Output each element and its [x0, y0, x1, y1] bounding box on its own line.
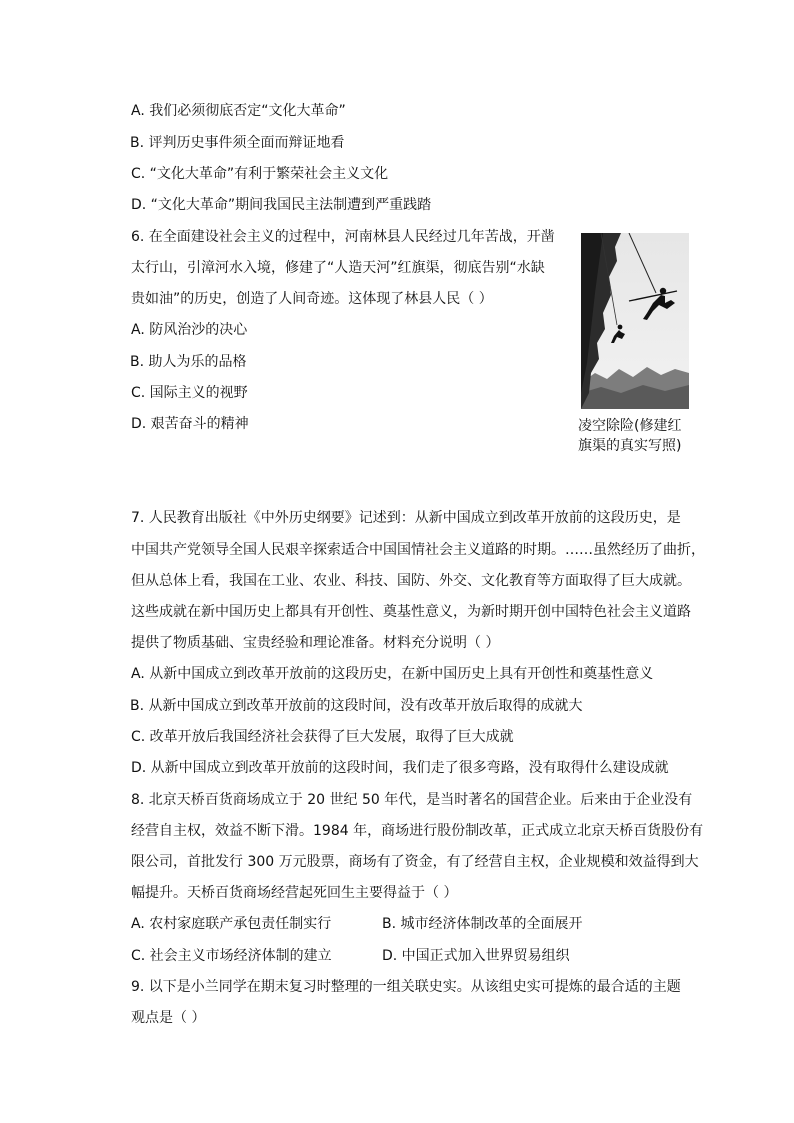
q6-stem-line-3: 贵如油”的历史，创造了人间奇迹。这体现了林县人民（ ） [131, 291, 493, 307]
q6-option-c: C. 国际主义的视野 [131, 385, 248, 401]
q7-option-b: B. 从新中国成立到改革开放前的这段时间，没有改革开放后取得的成就大 [130, 698, 583, 714]
q8-stem-line-4: 幅提升。天桥百货商场经营起死回生主要得益于（ ） [131, 885, 458, 901]
q7-stem-line-4: 这些成就在新中国历史上都具有开创性、奠基性意义，为新时期开创中国特色社会主义道路 [131, 604, 691, 620]
q6-option-b: B. 助人为乐的品格 [130, 354, 247, 370]
q7-stem-line-5: 提供了物质基础、宝贵经验和理论准备。材料充分说明（ ） [131, 635, 500, 651]
q8-stem-line-3: 限公司，首批发行 300 万元股票，商场有了资金，有了经营自主权，企业规模和效益得到大 [131, 854, 699, 870]
q8-option-a: A. 农村家庭联产承包责任制实行 [131, 916, 332, 932]
q8-option-c: C. 社会主义市场经济体制的建立 [131, 948, 332, 964]
q9-stem-line-2: 观点是（ ） [131, 1010, 206, 1026]
q8-stem-line-1: 8. 北京天桥百货商场成立于 20 世纪 50 年代，是当时著名的国营企业。后来由于企业没有 [131, 792, 693, 808]
q5-option-a: A. 我们必须彻底否定“文化大革命” [131, 103, 346, 119]
q7-stem-line-1: 7. 人民教育出版社《中外历史纲要》记述到：从新中国成立到改革开放前的这段历史，是 [131, 510, 681, 526]
q7-option-c: C. 改革开放后我国经济社会获得了巨大发展，取得了巨大成就 [131, 729, 514, 745]
q6-option-a: A. 防风治沙的决心 [131, 322, 248, 338]
q7-option-d: D. 从新中国成立到改革开放前的这段时间，我们走了很多弯路，没有取得什么建设成就 [131, 760, 669, 776]
q9-stem-line-1: 9. 以下是小兰同学在期末复习时整理的一组关联史实。从该组史实可提炼的最合适的主题 [131, 979, 681, 995]
q7-option-a: A. 从新中国成立到改革开放前的这段历史，在新中国历史上具有开创性和奠基性意义 [131, 666, 654, 682]
q6-stem-line-1: 6. 在全面建设社会主义的过程中，河南林县人民经过几年苦战，开凿 [131, 229, 555, 245]
cliff-climbers-photo [581, 233, 689, 409]
photo-caption-line-2: 旗渠的真实写照) [578, 438, 682, 454]
q8-option-b: B. 城市经济体制改革的全面展开 [382, 916, 583, 932]
photo-caption-line-1: 凌空除险(修建红 [578, 418, 682, 434]
q6-stem-line-2: 太行山，引漳河水入境，修建了“人造天河”红旗渠，彻底告别“水缺 [131, 260, 545, 276]
q7-stem-line-2: 中国共产党领导全国人民艰辛探索适合中国国情社会主义道路的时期。……虽然经历了曲折， [131, 542, 705, 558]
q5-option-d: D. “文化大革命”期间我国民主法制遭到严重践踏 [131, 197, 432, 213]
q7-stem-line-3: 但从总体上看，我国在工业、农业、科技、国防、外交、文化教育等方面取得了巨大成就。 [131, 573, 691, 589]
q8-stem-line-2: 经营自主权，效益不断下滑。1984 年，商场进行股份制改革，正式成立北京天桥百货股份有 [131, 823, 704, 839]
q5-option-c: C. “文化大革命”有利于繁荣社会主义文化 [131, 166, 389, 182]
q8-option-d: D. 中国正式加入世界贸易组织 [382, 948, 570, 964]
q6-option-d: D. 艰苦奋斗的精神 [131, 416, 249, 432]
q5-option-b: B. 评判历史事件须全面而辩证地看 [130, 135, 345, 151]
